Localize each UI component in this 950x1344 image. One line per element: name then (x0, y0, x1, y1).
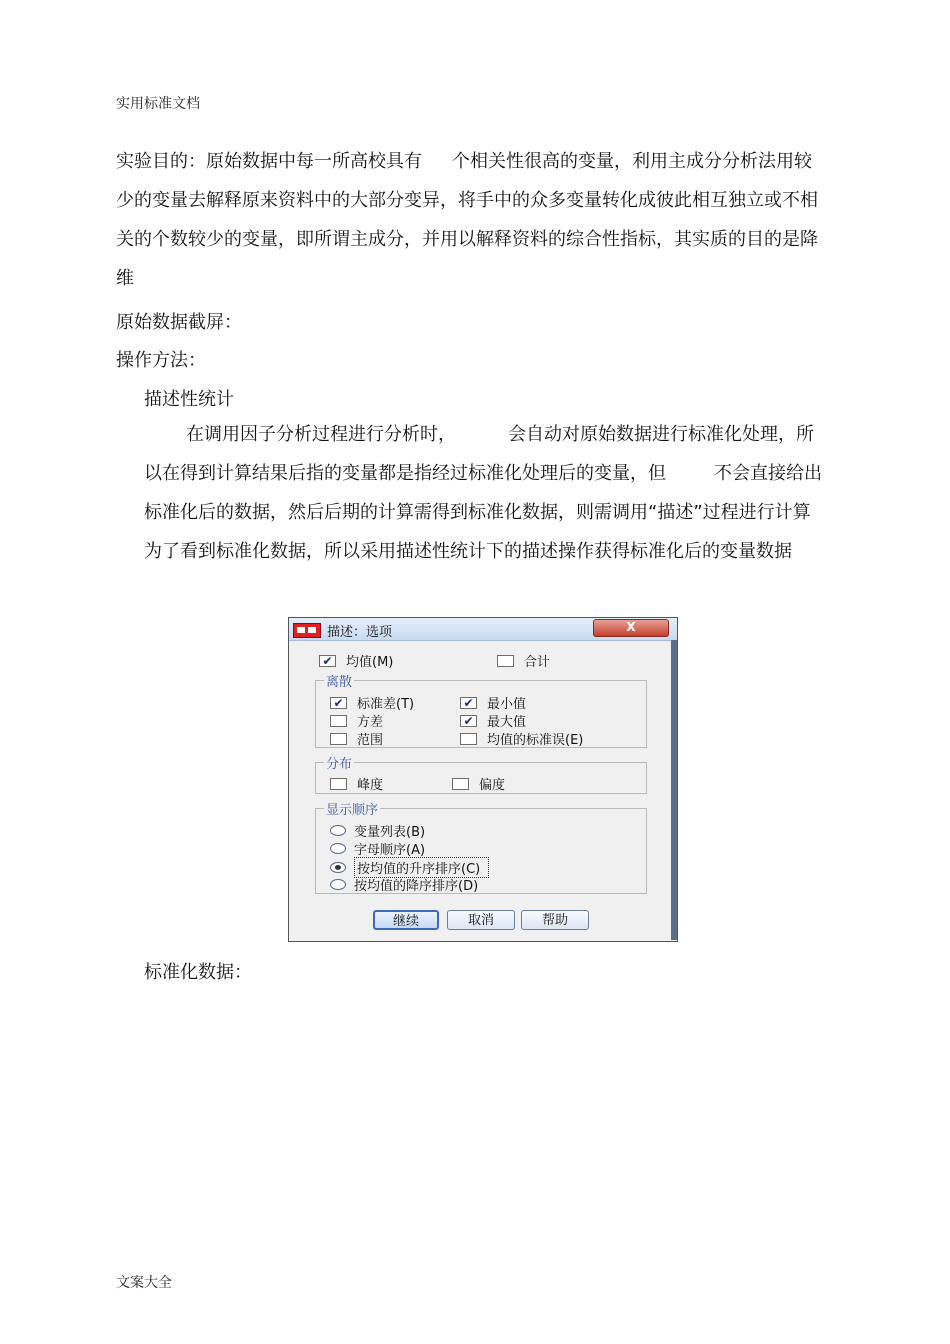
continue-button[interactable]: 继续 (373, 910, 439, 930)
kurtosis-checkbox[interactable] (330, 778, 347, 790)
variance-checkbox[interactable] (330, 715, 347, 727)
method-paragraph (144, 415, 828, 571)
page-footer: 文案大全 (116, 1275, 172, 1291)
method-text-2: 会自动对原始数据进行标准化处理，所以在得到计算结果后指的变量都是指经过标准化处理后的变量，但 (144, 424, 814, 484)
sum-option[interactable] (497, 651, 550, 670)
purpose-text-1: 实验目的：原始数据中每一所高校具有 (116, 151, 422, 172)
distribution-title: 分布 (324, 753, 354, 772)
dialog-title: 描述：选项 (327, 625, 393, 640)
kurtosis-label: 峰度 (357, 778, 384, 793)
order-option[interactable] (330, 821, 425, 840)
sum-checkbox[interactable] (497, 655, 514, 667)
display-order-title: 显示顺序 (324, 799, 380, 818)
order-radio[interactable] (330, 843, 346, 854)
range-label: 范围 (357, 733, 384, 748)
method-text-1: 在调用因子分析过程进行分析时， (186, 424, 456, 445)
variance-label: 方差 (357, 715, 384, 730)
section-title: 描述性统计 (144, 389, 234, 410)
min-checkbox[interactable]: ✔ (460, 697, 477, 709)
order-label: 按均值的降序排序(D) (354, 879, 479, 894)
page-header: 实用标准文档 (116, 96, 200, 112)
options-dialog (288, 617, 678, 942)
method-label: 操作方法： (116, 350, 206, 371)
purpose-paragraph (116, 142, 828, 298)
sum-label: 合计 (524, 655, 551, 670)
display-order-group (315, 803, 647, 894)
order-label: 按均值的升序排序(C) (354, 857, 489, 878)
max-option[interactable] (460, 711, 526, 730)
order-label: 字母顺序(A) (354, 843, 426, 858)
std-label: 标准差(T) (357, 697, 415, 712)
variance-option[interactable] (330, 711, 383, 730)
max-checkbox[interactable]: ✔ (460, 715, 477, 727)
se-mean-option[interactable] (460, 729, 583, 748)
distribution-group (315, 757, 647, 794)
se-mean-label: 均值的标准误(E) (487, 733, 584, 748)
order-radio[interactable] (330, 879, 346, 890)
dialog-titlebar (289, 618, 677, 641)
method-text-3: 不会直接给出标准化后的数据，然后后期的计算需得到标准化数据，则需调用“描述”过程进行计算 为了看到标准化数据，所以采用描述性统计下的描述操作获得标准化后的变量数据 (144, 463, 822, 562)
help-button[interactable]: 帮助 (521, 910, 589, 930)
window-edge (671, 640, 677, 940)
kurtosis-option[interactable] (330, 774, 383, 793)
mean-label: 均值(M) (346, 655, 394, 670)
range-checkbox[interactable] (330, 733, 347, 745)
order-radio[interactable] (330, 862, 346, 873)
range-option[interactable] (330, 729, 383, 748)
app-icon (293, 623, 321, 638)
mean-checkbox[interactable]: ✔ (319, 655, 336, 667)
standardized-label: 标准化数据： (144, 962, 252, 983)
se-mean-checkbox[interactable] (460, 733, 477, 745)
mean-option[interactable] (319, 651, 393, 670)
order-option[interactable] (330, 839, 425, 858)
std-option[interactable] (330, 693, 414, 712)
skewness-label: 偏度 (479, 778, 506, 793)
order-option[interactable] (330, 875, 478, 894)
order-radio[interactable] (330, 825, 346, 836)
min-option[interactable] (460, 693, 526, 712)
cancel-button[interactable]: 取消 (447, 910, 515, 930)
skewness-checkbox[interactable] (452, 778, 469, 790)
close-button[interactable]: X (593, 619, 669, 637)
skewness-option[interactable] (452, 774, 505, 793)
std-checkbox[interactable]: ✔ (330, 697, 347, 709)
min-label: 最小值 (487, 697, 527, 712)
dispersion-title: 离散 (324, 671, 354, 690)
dispersion-group (315, 675, 647, 748)
raw-data-label: 原始数据截屏： (116, 312, 242, 333)
max-label: 最大值 (487, 715, 527, 730)
order-label: 变量列表(B) (354, 825, 426, 840)
purpose-text-2: 个相关性很高的变量，利用主成分分析法用较少的变量去解释原来资料中的大部分变异，将手中的众多变量转化成彼此相互独立或不相关的个数较少的变量，即所谓主成分，并用以解释资料的综合性指标，其实质的目的是降维 (116, 151, 818, 289)
